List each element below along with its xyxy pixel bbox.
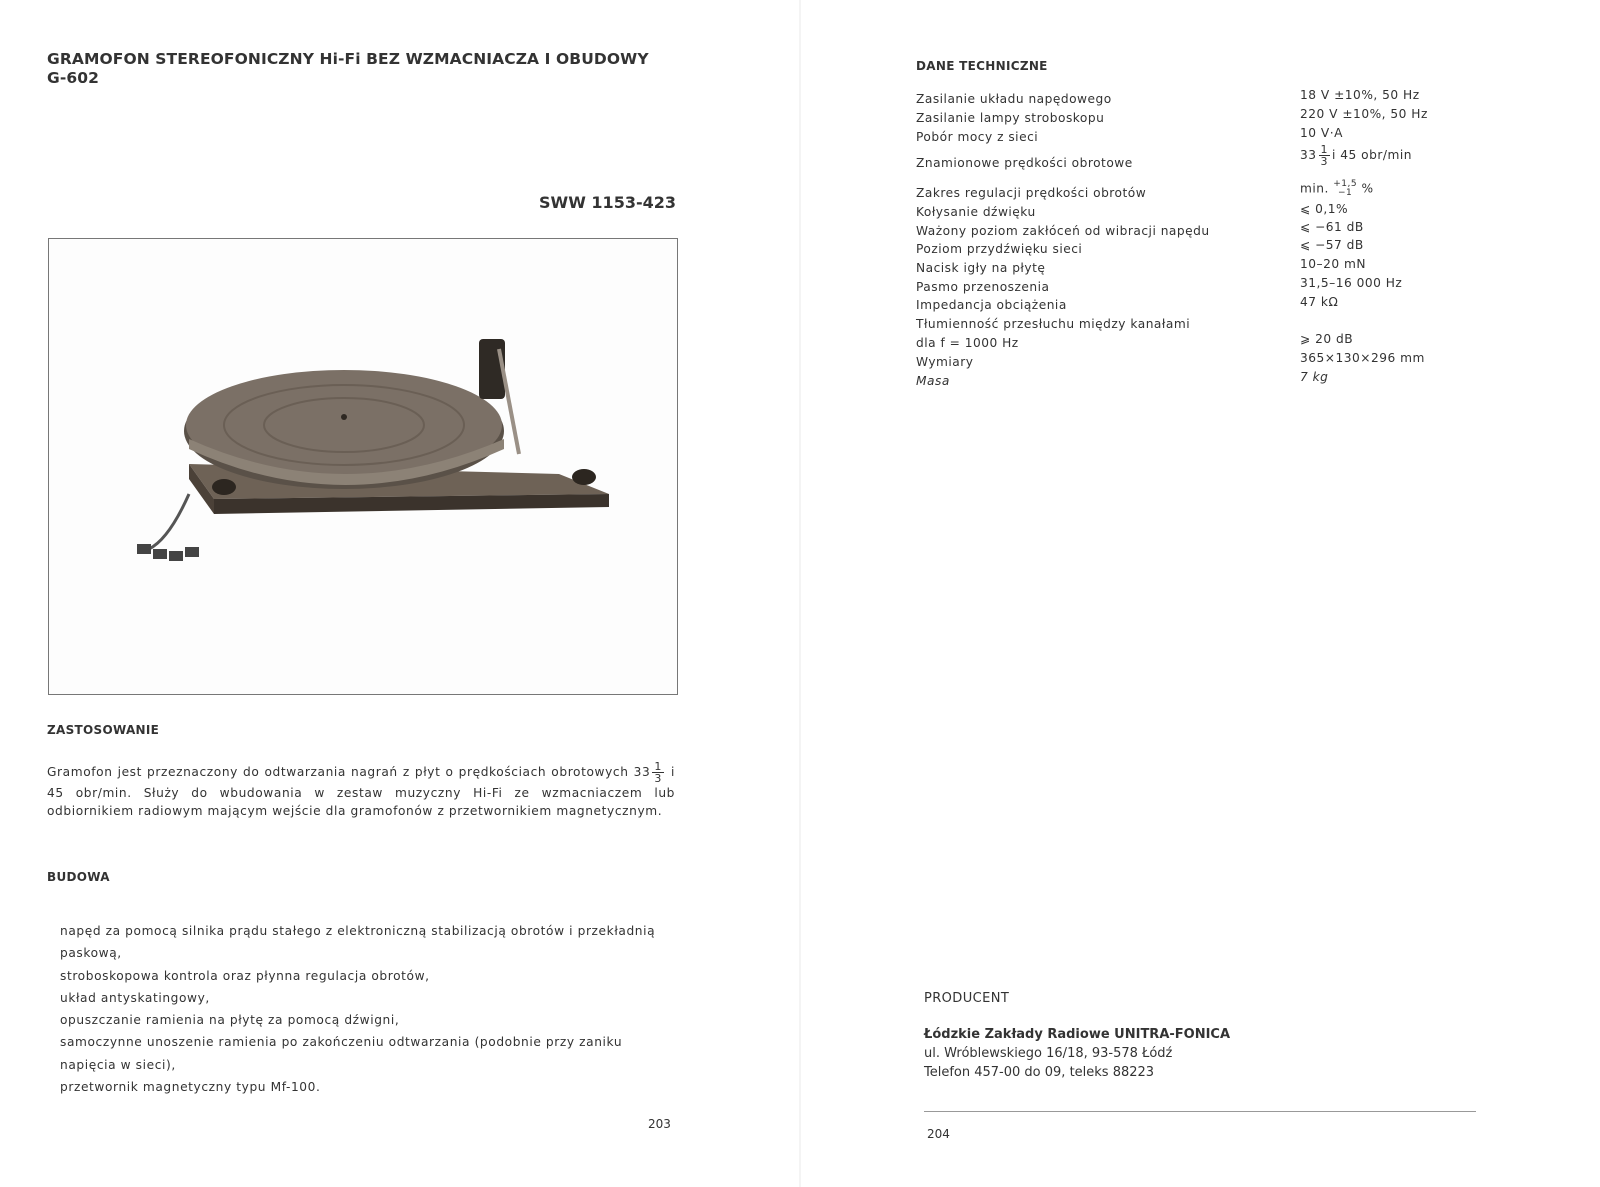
spec-value-post: %	[1361, 181, 1374, 196]
knob-left	[212, 479, 236, 495]
spec-label: Zakres regulacji prędkości obrotów	[916, 186, 1147, 200]
spec-label: Kołysanie dźwięku	[916, 205, 1036, 219]
spec-value-pre: min.	[1300, 181, 1329, 196]
spec-label: Znamionowe prędkości obrotowe	[916, 156, 1133, 170]
spindle	[341, 414, 347, 420]
tolerance-minus: −1	[1338, 188, 1353, 198]
list-item: stroboskopowa kontrola oraz płynna regulacja obrotów,	[60, 968, 430, 983]
fraction-numerator: 1	[1320, 143, 1329, 156]
zastosowanie-text-part2: i 45 obr/min. Służy do wbudowania w zestaw muzyczny Hi-Fi ze wzmacniaczem lub odbiornikiem radiowym mającym wejście dla gramofonów z przetwornikiem magnetycznym.	[47, 765, 675, 818]
zastosowanie-heading: ZASTOSOWANIE	[47, 723, 160, 737]
spec-label: Zasilanie lampy stroboskopu	[916, 111, 1105, 125]
spec-value: ⩽ −57 dB	[1300, 238, 1364, 252]
zastosowanie-text-part1: Gramofon jest przeznaczony do odtwarzania nagrań z płyt o prędkościach obrotowych 33	[47, 765, 651, 779]
turntable-photo	[48, 238, 678, 695]
page-title	[47, 50, 687, 88]
list-item: układ antyskatingowy,	[60, 990, 210, 1005]
list-item: samoczynne unoszenie ramienia po zakończeniu odtwarzania (podobnie przy zaniku napięcia w sieci),	[60, 1035, 623, 1072]
catalog-code: SWW 1153-423	[539, 193, 676, 212]
page-number-left: 203	[648, 1117, 671, 1131]
spec-value-post: i 45 obr/min	[1332, 148, 1412, 162]
spec-label: Nacisk igły na płytę	[916, 261, 1046, 275]
spec-label: Pobór mocy z sieci	[916, 130, 1039, 144]
spec-value: 10–20 mN	[1300, 257, 1366, 271]
zastosowanie-text	[47, 761, 675, 820]
fraction-denominator: 3	[654, 772, 662, 785]
spec-label: Tłumienność przesłuchu między kanałami	[916, 317, 1191, 331]
spec-value: ⩽ −61 dB	[1300, 220, 1364, 234]
spec-value: ⩾ 20 dB	[1300, 332, 1354, 346]
spec-value: 7 kg	[1300, 370, 1329, 384]
list-item: napęd za pomocą silnika prądu stałego z elektroniczną stabilizacją obrotów i przekładnią paskową,	[60, 924, 656, 961]
producer-firm: Łódzkie Zakłady Radiowe UNITRA-FONICA	[924, 1027, 1231, 1042]
spec-label: Ważony poziom zakłóceń od wibracji napędu	[916, 224, 1210, 238]
producer-phone: Telefon 457-00 do 09, teleks 88223	[924, 1065, 1155, 1080]
spec-value: 365×130×296 mm	[1300, 351, 1425, 365]
spec-value-pre: 33	[1300, 148, 1317, 162]
spec-label: Zasilanie układu napędowego	[916, 92, 1112, 106]
spec-label: Masa	[916, 374, 950, 388]
spec-value: 18 V ±10%, 50 Hz	[1300, 88, 1420, 102]
spec-label: dla f = 1000 Hz	[916, 336, 1019, 350]
tolerance	[1333, 180, 1357, 198]
spec-value: 31,5–16 000 Hz	[1300, 276, 1403, 290]
turntable-illustration	[49, 239, 677, 694]
budowa-heading: BUDOWA	[47, 870, 110, 884]
right-page	[800, 0, 1600, 1187]
title-line-1: GRAMOFON STEREOFONICZNY Hi-Fi BEZ WZMACNIACZA I OBUDOWY	[47, 50, 649, 68]
fraction	[1319, 144, 1331, 167]
fraction	[652, 761, 664, 784]
spec-label: Pasmo przenoszenia	[916, 280, 1050, 294]
list-item: opuszczanie ramienia na płytę za pomocą dźwigni,	[60, 1013, 400, 1028]
list-item: przetwornik magnetyczny typu Mf-100.	[60, 1080, 321, 1095]
spec-value	[1300, 144, 1412, 167]
budowa-list	[60, 920, 675, 1098]
spec-value: 220 V ±10%, 50 Hz	[1300, 107, 1428, 121]
knob-right	[572, 469, 596, 485]
page-number-right: 204	[927, 1127, 950, 1141]
spec-value: 47 kΩ	[1300, 295, 1339, 309]
spec-label: Poziom przydźwięku sieci	[916, 242, 1083, 256]
signal-cable	[149, 494, 189, 549]
fraction-denominator: 3	[1320, 155, 1329, 168]
spec-value: ⩽ 0,1%	[1300, 202, 1349, 216]
spec-value	[1300, 180, 1374, 198]
title-line-2: G-602	[47, 69, 100, 87]
fraction-numerator: 1	[654, 760, 662, 773]
spec-label: Wymiary	[916, 355, 974, 369]
dane-techniczne-heading: DANE TECHNICZNE	[916, 59, 1048, 73]
divider	[924, 1111, 1476, 1112]
producer-street: ul. Wróblewskiego 16/18, 93-578 Łódź	[924, 1046, 1173, 1061]
producer-address	[924, 1025, 1230, 1082]
tolerance-plus: +1,5	[1333, 179, 1358, 189]
producer-heading: PRODUCENT	[924, 991, 1010, 1006]
spec-value: 10 V·A	[1300, 126, 1343, 140]
spec-label: Impedancja obciążenia	[916, 298, 1067, 312]
